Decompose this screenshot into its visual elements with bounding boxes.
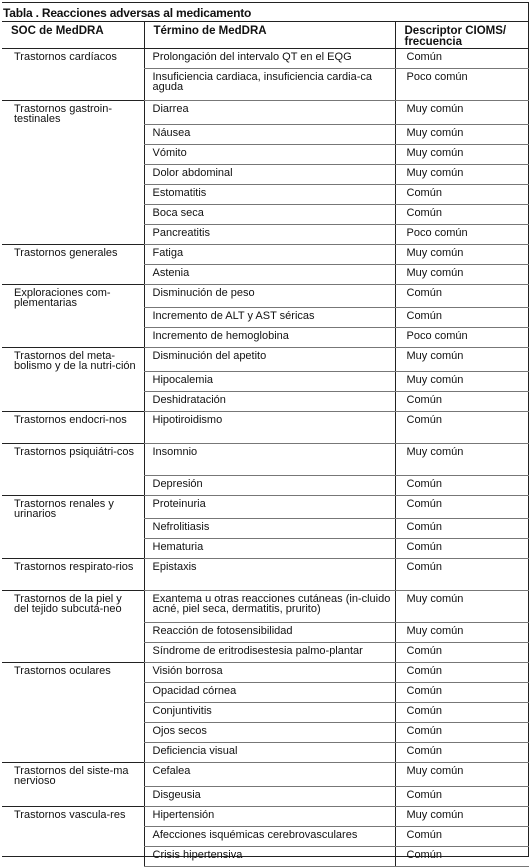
frequency-cell: Común (395, 519, 529, 539)
table-row (2, 204, 529, 224)
table-row (2, 184, 529, 204)
table-row (2, 308, 529, 328)
frequency-cell: Muy común (395, 144, 529, 164)
term-cell: Insuficiencia cardiaca, insuficiencia cardia-ca aguda (144, 69, 395, 101)
frequency-cell: Común (395, 391, 529, 411)
table-row (2, 723, 529, 743)
soc-cell: Trastornos del siste-ma nervioso (2, 763, 144, 787)
soc-cell (2, 391, 144, 411)
table-row (2, 539, 529, 559)
frequency-cell: Común (395, 723, 529, 743)
term-cell: Hipertensión (144, 806, 395, 826)
frequency-cell: Común (395, 559, 529, 591)
table-row (2, 806, 529, 826)
term-cell: Epistaxis (144, 559, 395, 591)
frequency-cell: Muy común (395, 348, 529, 372)
soc-cell (2, 743, 144, 763)
table-row (2, 69, 529, 101)
term-cell: Pancreatitis (144, 224, 395, 244)
table-row (2, 391, 529, 411)
frequency-cell: Común (395, 663, 529, 683)
frequency-cell: Común (395, 846, 529, 866)
term-cell: Conjuntivitis (144, 703, 395, 723)
frequency-cell: Muy común (395, 806, 529, 826)
soc-cell: Trastornos gastroin-testinales (2, 101, 144, 125)
frequency-cell: Muy común (395, 244, 529, 264)
table-row (2, 411, 529, 443)
table-row (2, 623, 529, 643)
term-cell: Reacción de fotosensibilidad (144, 623, 395, 643)
soc-cell: Trastornos psiquiátri-cos (2, 443, 144, 475)
table-row (2, 224, 529, 244)
term-cell: Crisis hipertensiva (144, 846, 395, 866)
table-row (2, 846, 529, 866)
frequency-cell: Común (395, 475, 529, 495)
soc-cell: Trastornos renales y urinarios (2, 495, 144, 519)
frequency-cell: Poco común (395, 69, 529, 101)
soc-cell: Trastornos respirato-rios (2, 559, 144, 591)
soc-cell: Trastornos del meta-bolismo y de la nutri-ción (2, 348, 144, 372)
frequency-cell: Muy común (395, 623, 529, 643)
soc-cell: Trastornos vascula-res (2, 806, 144, 826)
frequency-cell: Muy común (395, 443, 529, 475)
table-row (2, 703, 529, 723)
frequency-cell: Común (395, 703, 529, 723)
frequency-cell: Muy común (395, 164, 529, 184)
term-cell: Hematuria (144, 539, 395, 559)
table-row (2, 519, 529, 539)
term-cell: Opacidad córnea (144, 683, 395, 703)
table-row (2, 826, 529, 846)
soc-cell (2, 519, 144, 539)
table-row (2, 244, 529, 264)
header-frequency: Descriptor CIOMS/ frecuencia (395, 22, 529, 49)
term-cell: Disminución del apetito (144, 348, 395, 372)
header-term: Término de MedDRA (144, 22, 395, 49)
soc-cell (2, 264, 144, 284)
term-cell: Deshidratación (144, 391, 395, 411)
soc-cell (2, 204, 144, 224)
soc-cell (2, 69, 144, 101)
table-row (2, 443, 529, 475)
table-row (2, 264, 529, 284)
table-row (2, 284, 529, 308)
table-row (2, 763, 529, 787)
soc-cell (2, 826, 144, 846)
term-cell: Estomatitis (144, 184, 395, 204)
term-cell: Prolongación del intervalo QT en el EQG (144, 49, 395, 69)
frequency-cell: Muy común (395, 101, 529, 125)
soc-cell (2, 308, 144, 328)
frequency-cell: Poco común (395, 224, 529, 244)
soc-cell (2, 723, 144, 743)
frequency-cell: Común (395, 184, 529, 204)
table-row (2, 643, 529, 663)
table-body (2, 49, 529, 867)
term-cell: Hipocalemia (144, 371, 395, 391)
term-cell: Náusea (144, 124, 395, 144)
table-row (2, 591, 529, 623)
table-row (2, 371, 529, 391)
table-row (2, 124, 529, 144)
frequency-cell: Común (395, 204, 529, 224)
term-cell: Boca seca (144, 204, 395, 224)
term-cell: Dolor abdominal (144, 164, 395, 184)
soc-cell: Trastornos generales (2, 244, 144, 264)
table-row (2, 663, 529, 683)
table-row (2, 144, 529, 164)
frequency-cell: Común (395, 743, 529, 763)
table-row (2, 786, 529, 806)
term-cell: Deficiencia visual (144, 743, 395, 763)
frequency-cell: Común (395, 786, 529, 806)
term-cell: Diarrea (144, 101, 395, 125)
term-cell: Incremento de hemoglobina (144, 328, 395, 348)
frequency-cell: Común (395, 643, 529, 663)
frequency-cell: Poco común (395, 328, 529, 348)
table-row (2, 559, 529, 591)
frequency-cell: Común (395, 411, 529, 443)
term-cell: Disminución de peso (144, 284, 395, 308)
table-title: Tabla . Reacciones adversas al medicamento (3, 6, 252, 20)
frequency-cell: Común (395, 539, 529, 559)
header-soc: SOC de MedDRA (2, 22, 144, 49)
soc-cell (2, 124, 144, 144)
term-cell: Proteinuria (144, 495, 395, 519)
soc-cell (2, 786, 144, 806)
table-row (2, 495, 529, 519)
term-cell: Incremento de ALT y AST séricas (144, 308, 395, 328)
term-cell: Afecciones isquémicas cerebrovasculares (144, 826, 395, 846)
term-cell: Astenia (144, 264, 395, 284)
table-row (2, 743, 529, 763)
soc-cell (2, 224, 144, 244)
frequency-cell: Muy común (395, 264, 529, 284)
soc-cell: Exploraciones com-plementarias (2, 284, 144, 308)
frequency-cell: Común (395, 495, 529, 519)
frequency-cell: Común (395, 308, 529, 328)
term-cell: Disgeusia (144, 786, 395, 806)
soc-cell: Trastornos oculares (2, 663, 144, 683)
term-cell: Nefrolitiasis (144, 519, 395, 539)
table-row (2, 475, 529, 495)
term-cell: Ojos secos (144, 723, 395, 743)
term-cell: Vómito (144, 144, 395, 164)
frequency-cell: Muy común (395, 591, 529, 623)
frequency-cell: Muy común (395, 763, 529, 787)
frequency-cell: Común (395, 49, 529, 69)
soc-cell: Trastornos endocri-nos (2, 411, 144, 443)
frequency-cell: Muy común (395, 371, 529, 391)
term-cell: Depresión (144, 475, 395, 495)
table-row (2, 49, 529, 69)
term-cell: Síndrome de eritrodisestesia palmo-plantar (144, 643, 395, 663)
table-row (2, 348, 529, 372)
term-cell: Exantema u otras reacciones cutáneas (in-cluido acné, piel seca, dermatitis, prurito) (144, 591, 395, 623)
soc-cell (2, 164, 144, 184)
soc-cell (2, 144, 144, 164)
term-cell: Insomnio (144, 443, 395, 475)
table-row (2, 683, 529, 703)
frequency-cell: Común (395, 826, 529, 846)
soc-cell (2, 846, 144, 866)
term-cell: Fatiga (144, 244, 395, 264)
adverse-reactions-table (2, 21, 529, 867)
soc-cell: Trastornos cardíacos (2, 49, 144, 69)
term-cell: Cefalea (144, 763, 395, 787)
term-cell: Visión borrosa (144, 663, 395, 683)
frequency-cell: Común (395, 683, 529, 703)
table-row (2, 328, 529, 348)
soc-cell (2, 184, 144, 204)
soc-cell (2, 328, 144, 348)
frequency-cell: Común (395, 284, 529, 308)
frequency-cell: Muy común (395, 124, 529, 144)
soc-cell (2, 539, 144, 559)
table-row (2, 164, 529, 184)
soc-cell (2, 371, 144, 391)
soc-cell: Trastornos de la piel y del tejido subcutá-neo (2, 591, 144, 623)
soc-cell (2, 683, 144, 703)
soc-cell (2, 703, 144, 723)
header-row (2, 22, 529, 49)
soc-cell (2, 475, 144, 495)
soc-cell (2, 643, 144, 663)
soc-cell (2, 623, 144, 643)
table-row (2, 101, 529, 125)
term-cell: Hipotiroidismo (144, 411, 395, 443)
